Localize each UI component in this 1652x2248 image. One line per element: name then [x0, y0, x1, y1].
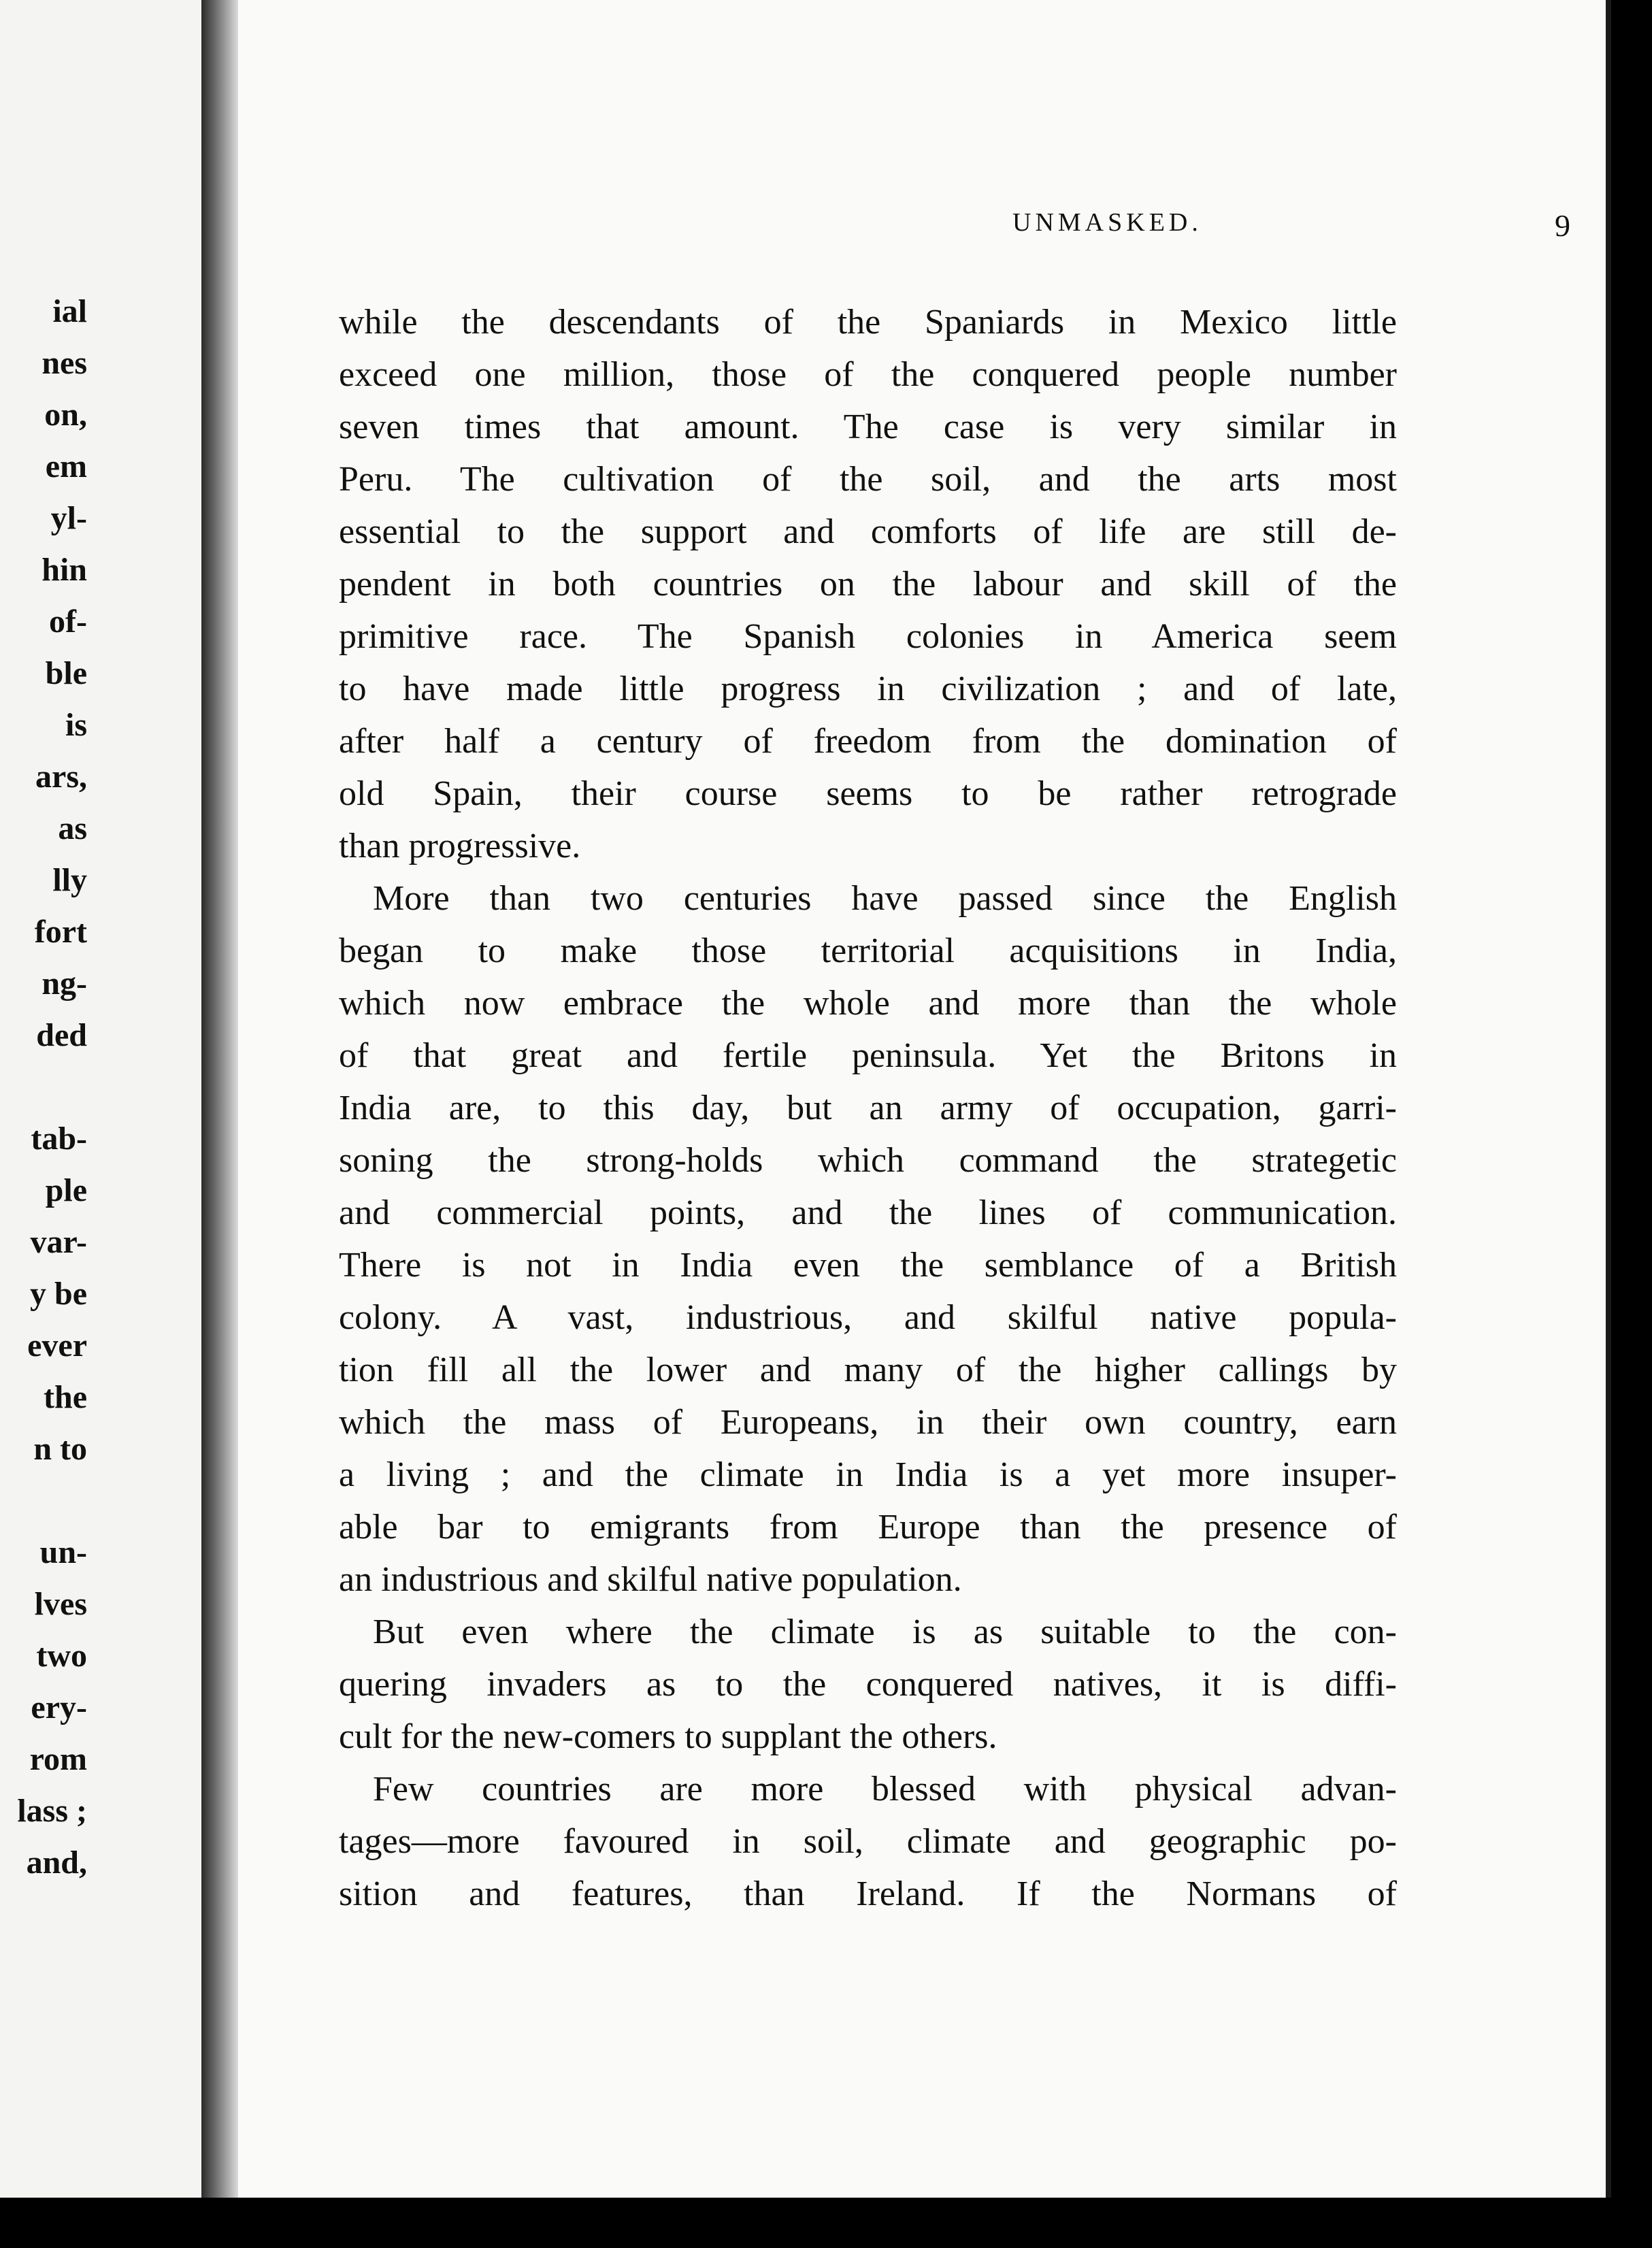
text-line: after half a century of freedom from the domination of — [339, 722, 1397, 761]
previous-page-line-fragment: ial — [52, 293, 87, 329]
text-line: and commercial points, and the lines of communication. — [339, 1193, 1397, 1232]
previous-page-line-fragment: ever — [27, 1327, 87, 1363]
previous-page-line-fragment: hin — [42, 552, 87, 588]
text-line: which the mass of Europeans, in their own country, earn — [339, 1403, 1397, 1442]
text-line: which now embrace the whole and more than the whole — [339, 984, 1397, 1023]
previous-page-line-fragment: two — [36, 1638, 87, 1674]
text-line: began to make those territorial acquisitions in India, — [339, 931, 1397, 970]
previous-page-line-fragment — [0, 1061, 87, 1113]
text-line: to have made little progress in civilization ; and of late, — [339, 670, 1397, 708]
text-line: cult for the new-comers to supplant the others. — [339, 1717, 997, 1756]
text-line: sition and features, than Ireland. If the Normans of — [339, 1874, 1397, 1913]
previous-page-line-fragment: un- — [39, 1534, 87, 1570]
previous-page-text-fragments — [0, 286, 87, 1889]
previous-page-line-fragment: fort — [34, 914, 87, 950]
paragraph — [339, 872, 1397, 1606]
previous-page-line-fragment: and, — [26, 1845, 87, 1881]
text-line: Peru. The cultivation of the soil, and the arts most — [339, 460, 1397, 499]
previous-page-line-fragment: nes — [42, 345, 87, 381]
previous-page-line-fragment: em — [45, 448, 87, 484]
text-line: exceed one million, those of the conquered people number — [339, 355, 1397, 394]
text-line: pendent in both countries on the labour and skill of the — [339, 565, 1397, 604]
previous-page-line-fragment: is — [65, 707, 87, 743]
text-line: India are, to this day, but an army of occupation, garri- — [339, 1089, 1397, 1127]
text-line: soning the strong-holds which command the strategetic — [339, 1141, 1397, 1180]
paragraph — [339, 296, 1397, 872]
previous-page-line-fragment — [0, 1475, 87, 1527]
text-line: of that great and fertile peninsula. Yet the Britons in — [339, 1036, 1397, 1075]
text-line: an industrious and skilful native population. — [339, 1560, 962, 1599]
previous-page-line-fragment: ars, — [35, 759, 87, 795]
text-line: Few countries are more blessed with physical advan- — [373, 1770, 1397, 1808]
text-line: tion fill all the lower and many of the higher callings by — [339, 1351, 1397, 1389]
text-line: while the descendants of the Spaniards in Mexico little — [339, 303, 1397, 342]
previous-page-line-fragment: ble — [45, 655, 87, 691]
previous-page-line-fragment: n to — [33, 1431, 87, 1467]
previous-page-line-fragment: ded — [36, 1017, 87, 1053]
text-line: a living ; and the climate in India is a yet more insuper- — [339, 1455, 1397, 1494]
page-number: 9 — [1555, 208, 1570, 243]
paragraph — [339, 1763, 1397, 1920]
text-line: old Spain, their course seems to be rather retrograde — [339, 774, 1397, 813]
book-gutter-shadow — [201, 0, 242, 2198]
previous-page-line-fragment: rom — [29, 1741, 87, 1777]
previous-page-line-fragment: yl- — [50, 500, 87, 536]
text-line: quering invaders as to the conquered natives, it is diffi- — [339, 1665, 1397, 1704]
previous-page-line-fragment: the — [44, 1379, 87, 1415]
text-line: tages—more favoured in soil, climate and geographic po- — [339, 1822, 1397, 1861]
text-line: But even where the climate is as suitable to the con- — [373, 1613, 1397, 1651]
previous-page-line-fragment: of- — [49, 604, 87, 640]
previous-page-line-fragment: var- — [30, 1224, 87, 1260]
text-line: There is not in India even the semblance of a British — [339, 1246, 1397, 1285]
text-line: essential to the support and comforts of life are still de- — [339, 512, 1397, 551]
previous-page-line-fragment: y be — [30, 1276, 87, 1312]
previous-page-edge — [0, 0, 204, 2198]
text-line: able bar to emigrants from Europe than the presence of — [339, 1508, 1397, 1547]
text-line: than progressive. — [339, 827, 581, 865]
paragraph — [339, 1606, 1397, 1763]
previous-page-line-fragment: lves — [34, 1586, 87, 1622]
body-text — [339, 296, 1397, 1920]
text-line: primitive race. The Spanish colonies in America seem — [339, 617, 1397, 656]
previous-page-line-fragment: ple — [45, 1172, 87, 1208]
previous-page-line-fragment: ng- — [42, 965, 87, 1002]
previous-page-line-fragment: lly — [52, 862, 87, 898]
previous-page-line-fragment: tab- — [31, 1121, 87, 1157]
running-head: UNMASKED. — [1012, 208, 1202, 237]
text-line: seven times that amount. The case is very similar in — [339, 408, 1397, 446]
previous-page-line-fragment: ery- — [31, 1689, 87, 1725]
previous-page-line-fragment: on, — [44, 397, 87, 433]
previous-page-line-fragment: lass ; — [17, 1793, 87, 1829]
text-line: More than two centuries have passed since the English — [373, 879, 1397, 918]
text-line: colony. A vast, industrious, and skilful native popula- — [339, 1298, 1397, 1337]
previous-page-line-fragment: as — [58, 810, 87, 846]
